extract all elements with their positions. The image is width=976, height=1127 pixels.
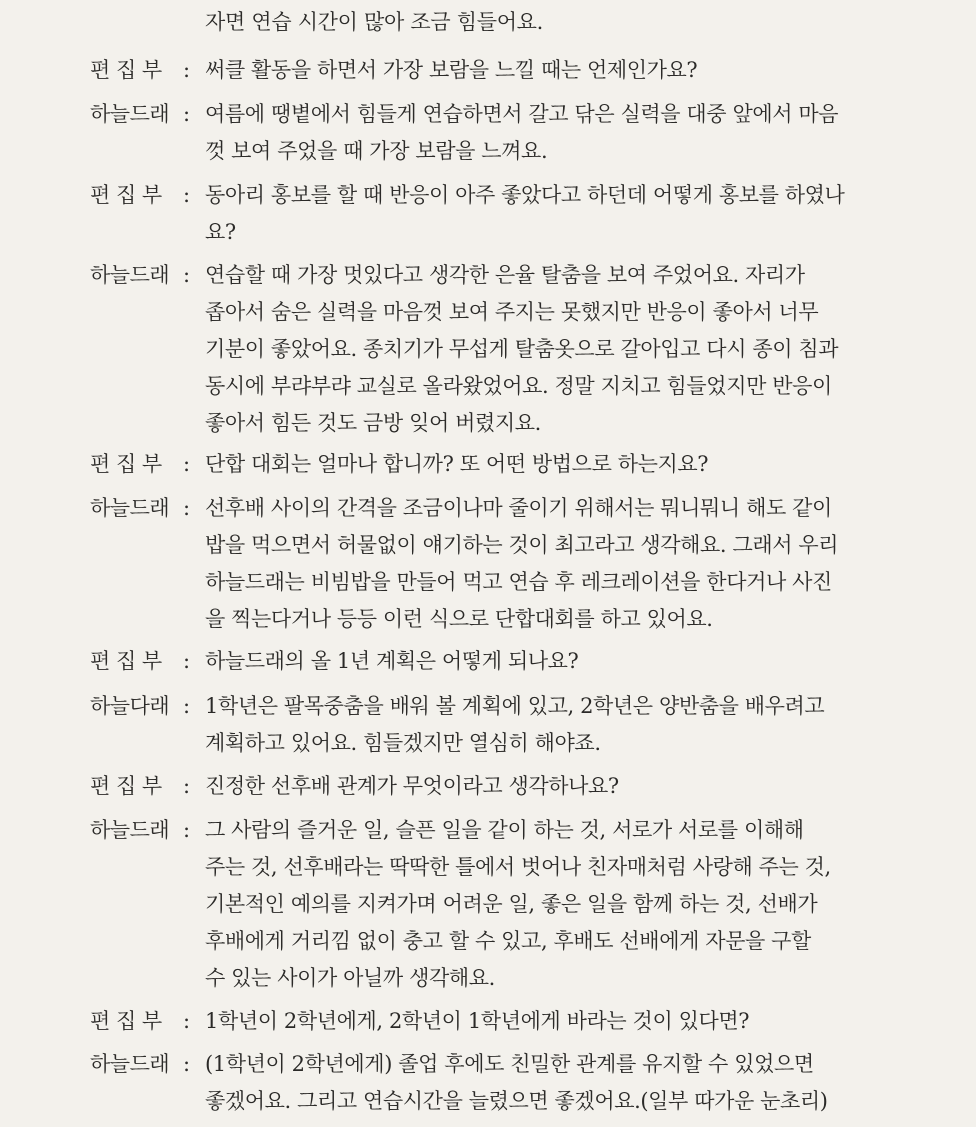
speaker-label: 편 집 부	[90, 774, 162, 798]
qa-text	[205, 490, 885, 638]
text-line: 1학년은 팔목중춤을 배워 볼 계획에 있고, 2학년은 양반춤을 배우려고	[205, 694, 825, 718]
qa-text	[205, 688, 885, 762]
text-line: 주는 것, 선후배라는 딱딱한 틀에서 벗어나 친자매처럼 사랑해 주는 것,	[205, 855, 831, 879]
speaker-colon: :	[183, 263, 191, 287]
speaker-label: 편 집 부	[90, 58, 162, 82]
text-line: 동시에 부랴부랴 교실로 올라왔었어요. 정말 지치고 힘들었지만 반응이	[205, 374, 832, 398]
speaker-colon: :	[183, 649, 191, 673]
speaker-colon: :	[183, 1052, 191, 1076]
continued-answer-line: 자면 연습 시간이 많아 조금 힘들어요.	[205, 10, 544, 34]
text-line: 써클 활동을 하면서 가장 보람을 느낄 때는 언제인가요?	[205, 58, 698, 82]
text-line: 좋겠어요. 그리고 연습시간을 늘렸으면 좋겠어요.(일부 따가운 눈초리)	[205, 1089, 828, 1113]
text-line: 동아리 홍보를 할 때 반응이 아주 좋았다고 하던데 어떻게 홍보를 하였나	[205, 183, 845, 207]
text-line: 하늘드래는 비빔밥을 만들어 먹고 연습 후 레크레이션을 한다거나 사진	[205, 570, 832, 594]
speaker-label: 편 집 부	[90, 1009, 162, 1033]
text-line: 선후배 사이의 간격을 조금이나마 줄이기 위해서는 뭐니뭐니 해도 같이	[205, 496, 832, 520]
text-line: 여름에 땡볕에서 힘들게 연습하면서 갈고 닦은 실력을 대중 앞에서 마음	[205, 102, 839, 126]
text-line: 기본적인 예의를 지켜가며 어려운 일, 좋은 일을 함께 하는 것, 선배가	[205, 892, 818, 916]
text-line: 밥을 먹으면서 허물없이 얘기하는 것이 최고라고 생각해요. 그래서 우리	[205, 533, 839, 557]
text-line: 후배에게 거리낌 없이 충고 할 수 있고, 후배도 선배에게 자문을 구할	[205, 929, 811, 953]
speaker-label: 하늘드래	[90, 263, 170, 287]
qa-text	[205, 52, 885, 89]
speaker-label: 편 집 부	[90, 183, 162, 207]
speaker-colon: :	[183, 774, 191, 798]
text-line: 좁아서 숨은 실력을 마음껏 보여 주지는 못했지만 반응이 좋아서 너무	[205, 300, 819, 324]
speaker-label: 하늘드래	[90, 818, 170, 842]
qa-text	[205, 177, 885, 251]
text-line: 기분이 좋았어요. 종치기가 무섭게 탈춤옷으로 갈아입고 다시 종이 침과	[205, 337, 839, 361]
qa-text	[205, 1003, 885, 1040]
text-line: 단합 대회는 얼마나 합니까? 또 어떤 방법으로 하는지요?	[205, 452, 709, 476]
text-line: 그 사람의 즐거운 일, 슬픈 일을 같이 하는 것, 서로가 서로를 이해해	[205, 818, 804, 842]
text-line: 진정한 선후배 관계가 무엇이라고 생각하나요?	[205, 774, 619, 798]
speaker-label: 하늘드래	[90, 496, 170, 520]
speaker-label: 하늘드래	[90, 1052, 170, 1076]
qa-text	[205, 446, 885, 483]
text-line: 요?	[205, 220, 236, 244]
qa-text	[205, 812, 885, 997]
speaker-colon: :	[183, 102, 191, 126]
text-line: 수 있는 사이가 아닐까 생각해요.	[205, 966, 495, 990]
text-line: 1학년이 2학년에게, 2학년이 1학년에게 바라는 것이 있다면?	[205, 1009, 750, 1033]
speaker-colon: :	[183, 818, 191, 842]
speaker-colon: :	[183, 496, 191, 520]
text-line: 껏 보여 주었을 때 가장 보람을 느껴요.	[205, 139, 548, 163]
qa-text	[205, 768, 885, 805]
speaker-colon: :	[183, 183, 191, 207]
speaker-colon: :	[183, 1009, 191, 1033]
text-line: 연습할 때 가장 멋있다고 생각한 은율 탈춤을 보여 주었어요. 자리가	[205, 263, 805, 287]
qa-text	[205, 257, 885, 442]
speaker-label: 편 집 부	[90, 649, 162, 673]
speaker-label: 하늘드래	[90, 102, 170, 126]
text-line: 을 찍는다거나 등등 이런 식으로 단합대회를 하고 있어요.	[205, 607, 713, 631]
text-line: (1학년이 2학년에게) 졸업 후에도 친밀한 관계를 유지할 수 있었으면	[205, 1052, 814, 1076]
qa-text	[205, 96, 885, 170]
qa-text	[205, 643, 885, 680]
speaker-colon: :	[183, 694, 191, 718]
qa-text	[205, 1046, 885, 1120]
text-line: 계획하고 있어요. 힘들겠지만 열심히 해야죠.	[205, 731, 601, 755]
text-line: 하늘드래의 올 1년 계획은 어떻게 되나요?	[205, 649, 579, 673]
speaker-label: 편 집 부	[90, 452, 162, 476]
speaker-colon: :	[183, 58, 191, 82]
speaker-label: 하늘다래	[90, 694, 170, 718]
text-line: 좋아서 힘든 것도 금방 잊어 버렸지요.	[205, 411, 541, 435]
speaker-colon: :	[183, 452, 191, 476]
